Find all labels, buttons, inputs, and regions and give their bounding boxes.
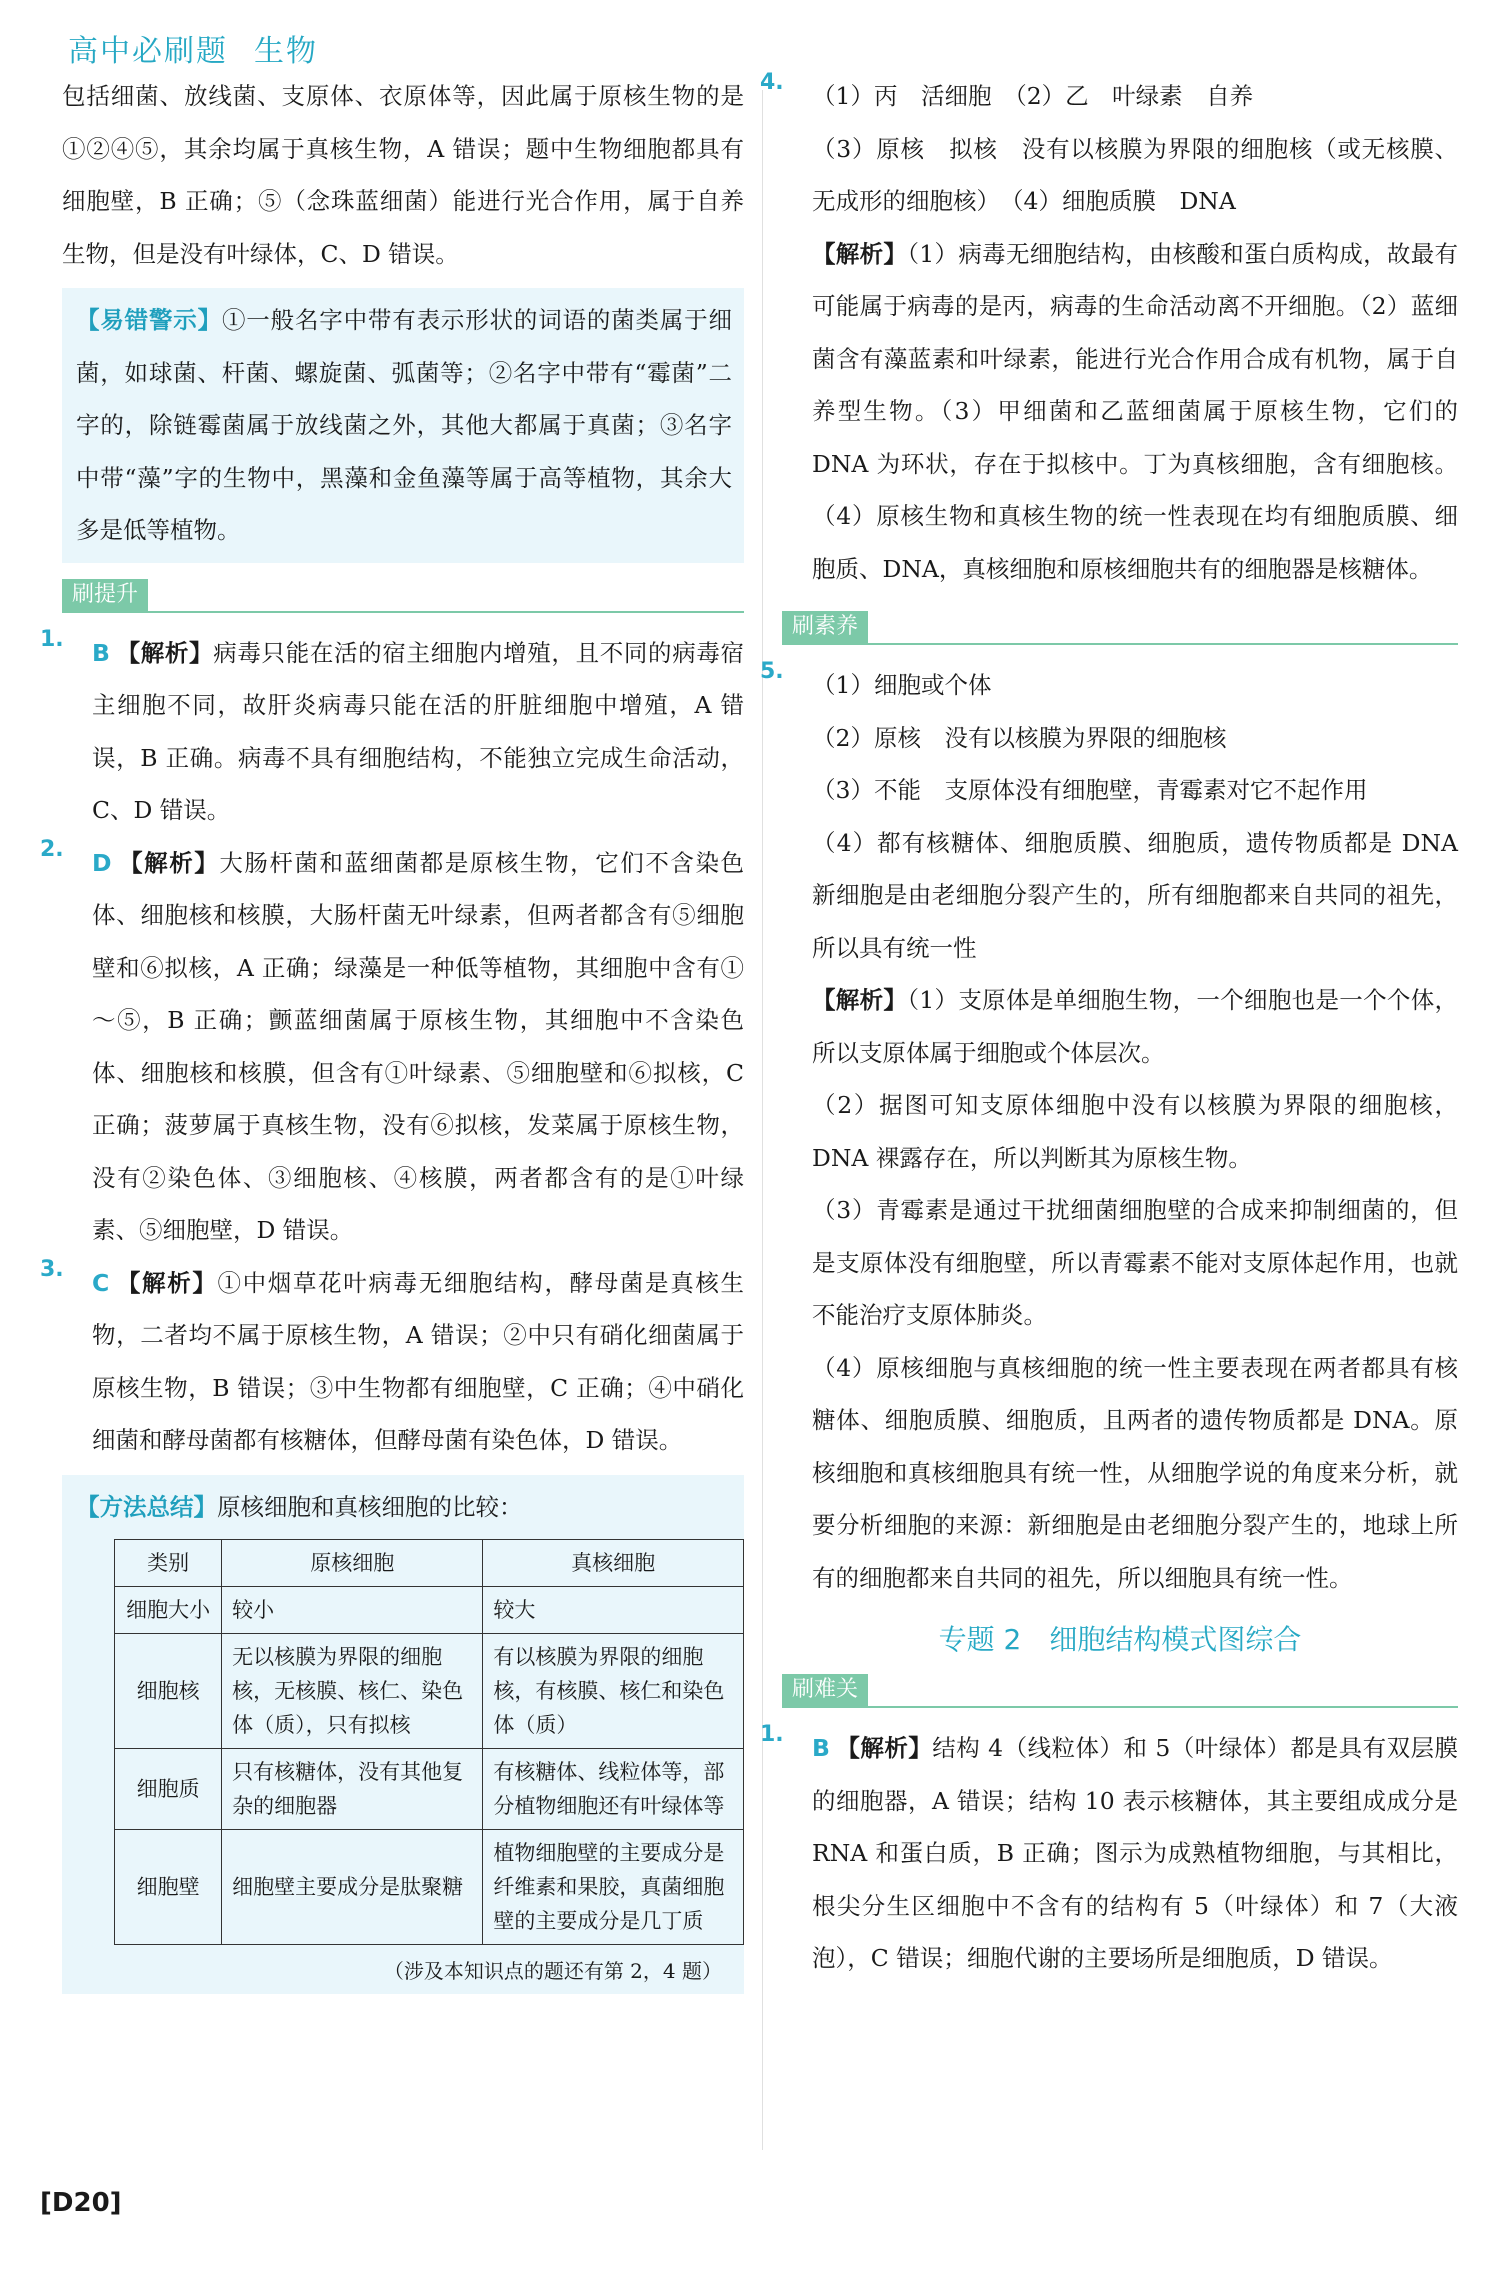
answer-line: （4）都有核糖体、细胞质膜、细胞质，遗传物质都是 DNA 新细胞是由老细胞分裂产生的，所有细胞都来自共同的祖先，所以具有统一性 <box>812 828 1482 962</box>
answer-line: （3）原核 拟核 没有以核膜为界限的细胞核（或无核膜、无成形的细胞核） （4）细胞质膜 DNA <box>812 134 1458 215</box>
method-tag: 【方法总结】 <box>76 1492 217 1521</box>
table-cell: 有核糖体、线粒体等，部分植物细胞还有叶绿体等 <box>483 1749 744 1830</box>
page-number: [D20] <box>40 2188 122 2218</box>
section-label: 刷难关 <box>782 1674 868 1706</box>
answer-letter: B <box>92 638 110 667</box>
subject-title: 生物 <box>254 34 318 69</box>
question-number: 4. <box>760 70 784 95</box>
warning-text: ①一般名字中带有表示形状的词语的菌类属于细菌，如球菌、杆菌、螺旋菌、弧菌等；②名字中带有“霉菌”二字的，除链霉菌属于放线菌之外，其他大都属于真菌；③名字中带“藻”字的生物中，黑藻和金鱼藻等属于高等植物，其余大多是低等植物。 <box>76 306 733 544</box>
question-text: 大肠杆菌和蓝细菌都是原核生物，它们不含染色体、细胞核和核膜，大肠杆菌无叶绿素，但两者都含有⑤细胞壁和⑥拟核，A 正确；绿藻是一种低等植物，其细胞中含有①～⑤，B 正确；颤蓝细菌属于原核生物，其细胞中不含染色体、细胞核和核膜，但含有①叶绿素、⑤细胞壁和⑥拟核，C 正确；菠萝属于真核生物，没有⑥拟核，发菜属于原核生物，没有②染色体、③细胞核、④核膜，两者都含有的是①叶绿素、⑤细胞壁，D 错误。 <box>92 848 744 1244</box>
warning-callout <box>62 288 744 563</box>
analysis-tag: 【解析】 <box>115 1268 218 1297</box>
analysis-tag: 【解析】 <box>835 1734 933 1762</box>
question-text: （1）病毒无细胞结构，由核酸和蛋白质构成，故最有可能属于病毒的是丙，病毒的生命活动离不开细胞。（2）蓝细菌含有藻蓝素和叶绿素，能进行光合作用合成有机物，属于自养型生物。（3）甲细菌和乙蓝细菌属于原核生物，它们的 DNA 为环状，存在于拟核中。丁为真核细胞，含有细胞核。（4）原核生物和真核生物的统一性表现在均有细胞质膜、细胞质、DNA，真核细胞和原核细胞共有的细胞器是核糖体。 <box>812 239 1459 583</box>
answer-line: （1）丙 活细胞 （2）乙 叶绿素 自养 <box>812 82 1254 110</box>
page-header <box>68 26 344 70</box>
analysis-tag: 【解析】 <box>115 638 214 667</box>
section-label: 刷素养 <box>782 611 868 643</box>
table-cell: 只有核糖体，没有其他复杂的细胞器 <box>222 1749 483 1830</box>
table-cell: 细胞质 <box>115 1749 222 1830</box>
section-label: 刷提升 <box>62 579 148 611</box>
table-cell: 植物细胞壁的主要成分是纤维素和果胶，真菌细胞壁的主要成分是几丁质 <box>483 1830 744 1945</box>
table-row <box>115 1587 744 1634</box>
explanation-line: （1）支原体是单细胞生物，一个细胞也是一个个体，所以支原体属于细胞或个体层次。 <box>812 986 1459 1067</box>
table-cell: 细胞壁 <box>115 1830 222 1945</box>
table-row <box>115 1749 744 1830</box>
topic2-question-1 <box>760 1722 1459 1985</box>
question-2 <box>40 836 744 1257</box>
table-cell: 较小 <box>222 1587 483 1634</box>
method-summary <box>62 1475 744 1995</box>
book-title: 高中必刷题 <box>68 34 228 69</box>
warning-tag: 【易错警示】 <box>76 306 222 334</box>
question-number: 2. <box>40 836 64 862</box>
question-number: 1. <box>760 1722 784 1747</box>
question-1 <box>40 626 745 837</box>
analysis-tag: 【解析】 <box>812 239 908 268</box>
explanation-line: （3）青霉素是通过干扰细菌细胞壁的合成来抑制细菌的，但是支原体没有细胞壁，所以青霉素不能对支原体起作用，也就不能治疗支原体肺炎。 <box>812 1196 1458 1329</box>
question-3 <box>40 1256 744 1467</box>
table-row <box>115 1830 744 1945</box>
explanation-line: （4）原核细胞与真核细胞的统一性主要表现在两者都具有核糖体、细胞质膜、细胞质，且两者的遗传物质都是 DNA。原核细胞和真核细胞具有统一性，从细胞学说的角度来分析，就要分析细胞的来源：新细胞是由老细胞分裂产生的，地球上所有的细胞都来自共同的祖先，所以细胞具有统一性。 <box>812 1353 1458 1592</box>
analysis-tag: 【解析】 <box>117 848 220 877</box>
table-cell: 细胞核 <box>115 1634 222 1749</box>
answer-line: （2）原核 没有以核膜为界限的细胞核 <box>812 723 1227 752</box>
question-text: 结构 4（线粒体）和 5（叶绿体）都是具有双层膜的细胞器，A 错误；结构 10 表示核糖体，其主要组成成分是 RNA 和蛋白质，B 正确；图示为成熟植物细胞，与其相比，根尖分生区细胞中不含有的结构有 5（叶绿体）和 7（大液泡），C 错误；细胞代谢的主要场所是细胞质，D 错误。 <box>812 1734 1459 1972</box>
table-cell: 较大 <box>483 1587 744 1634</box>
table-row <box>115 1634 744 1749</box>
related-questions-note: （涉及本知识点的题还有第 2，4 题） <box>383 1959 722 1983</box>
explanation-line: （2）据图可知支原体细胞中没有以核膜为界限的细胞核，DNA 裸露存在，所以判断其为原核生物。 <box>812 1091 1458 1172</box>
question-text: 病毒只能在活的宿主细胞内增殖，且不同的病毒宿主细胞不同，故肝炎病毒只能在活的肝脏细胞中增殖，A 错误，B 正确。病毒不具有细胞结构，不能独立完成生命活动，C、D 错误。 <box>92 638 745 824</box>
table-cell: 无以核膜为界限的细胞核，无核膜、核仁、染色体（质），只有拟核 <box>222 1634 483 1749</box>
question-number: 1. <box>40 626 64 652</box>
method-text: 原核细胞和真核细胞的比较： <box>217 1492 523 1521</box>
question-text: ①中烟草花叶病毒无细胞结构，酵母菌是真核生物，二者均不属于原核生物，A 错误；②中只有硝化细菌属于原核生物，B 错误；③中生物都有细胞壁，C 正确；④中硝化细菌和酵母菌都有核糖体，但酵母菌有染色体，D 错误。 <box>92 1268 744 1454</box>
page-number-text: D20 <box>51 2188 110 2218</box>
analysis-tag: 【解析】 <box>812 986 908 1014</box>
answer-letter: D <box>92 848 112 877</box>
answer-line: （1）细胞或个体 <box>812 671 992 699</box>
table-header: 真核细胞 <box>483 1540 744 1587</box>
table-header-row <box>115 1540 744 1587</box>
table-cell: 细胞大小 <box>115 1587 222 1634</box>
right-column <box>760 70 1482 1985</box>
table-header: 类别 <box>115 1540 222 1587</box>
question-5 <box>760 659 1482 1604</box>
section-header-hard <box>782 1672 1458 1708</box>
section-header-improve <box>62 577 744 613</box>
answer-line: （3）不能 支原体没有细胞壁，青霉素对它不起作用 <box>812 776 1368 804</box>
question-number: 5. <box>760 659 784 684</box>
question-number: 3. <box>40 1256 64 1282</box>
answer-letter: B <box>812 1734 830 1762</box>
table-header: 原核细胞 <box>222 1540 483 1587</box>
column-divider <box>762 90 763 2150</box>
table-cell: 细胞壁主要成分是肽聚糖 <box>222 1830 483 1945</box>
left-column <box>40 70 745 2004</box>
topic-title: 专题 2 细胞结构模式图综合 <box>938 1623 1302 1656</box>
comparison-table <box>114 1539 744 1945</box>
intro-paragraph: 包括细菌、放线菌、支原体、衣原体等，因此属于原核生物的是①②④⑤，其余均属于真核生物，A 错误；题中生物细胞都具有细胞壁，B 正确；⑤（念珠蓝细菌）能进行光合作用，属于自养生物，但是没有叶绿体，C、D 错误。 <box>62 82 744 268</box>
question-4 <box>760 70 1459 595</box>
table-cell: 有以核膜为界限的细胞核，有核膜、核仁和染色体（质） <box>483 1634 744 1749</box>
section-header-literacy <box>782 609 1458 645</box>
answer-letter: C <box>92 1268 110 1297</box>
